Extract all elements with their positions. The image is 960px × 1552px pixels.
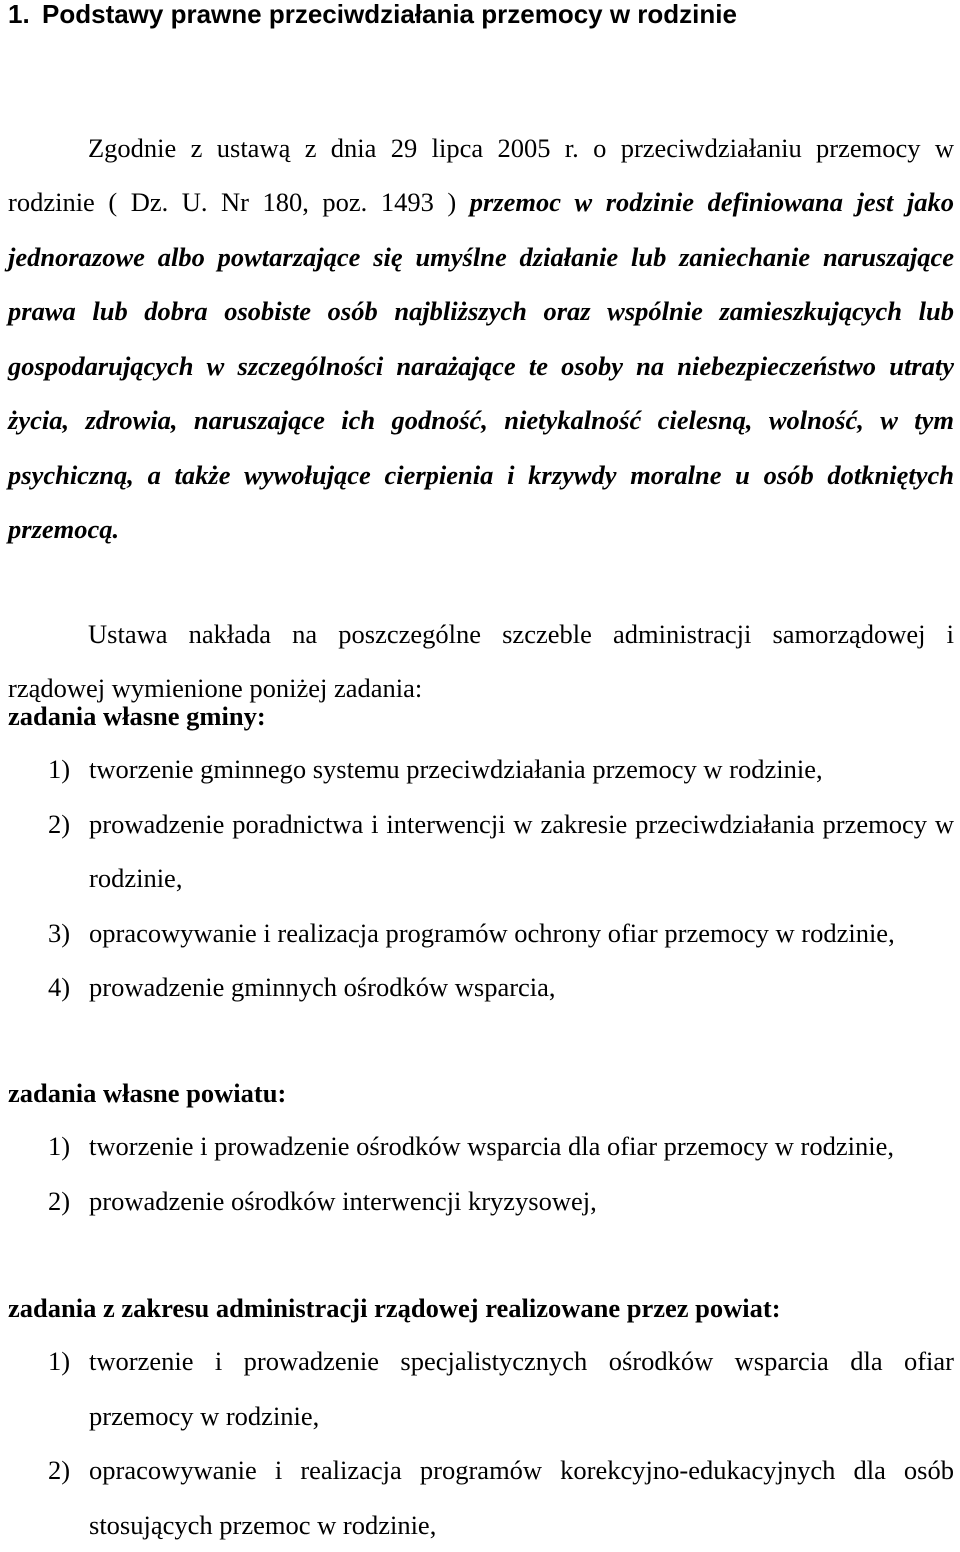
list-item-text: tworzenie i prowadzenie ośrodków wsparcia dla ofiar przemocy w rodzinie, bbox=[89, 1131, 894, 1161]
list-item-text: prowadzenie poradnictwa i interwencji w zakresie przeciwdziałania przemocy w rodzinie, bbox=[89, 808, 954, 893]
municipality-tasks-list bbox=[8, 742, 954, 1015]
list-marker: 2) bbox=[48, 1185, 71, 1216]
section-heading bbox=[8, 0, 958, 32]
municipality-tasks-title: zadania własne gminy: bbox=[8, 701, 266, 731]
list-item-text: prowadzenie ośrodków interwencji kryzysowej, bbox=[89, 1185, 597, 1216]
list-item bbox=[8, 1119, 954, 1174]
list-marker: 1) bbox=[48, 1131, 71, 1161]
government-tasks-list bbox=[8, 1334, 954, 1552]
violence-definition: przemoc w rodzinie definiowana jest jako jednorazowe albo powtarzające się umyślne działanie lub zaniechanie naruszające prawa lub dobra osobiste osób najbliższych oraz wspólnie zamieszkujących lub gospodarujących w szczególności narażające te osoby na niebezpieczeństwo utraty życia, zdrowia, naruszające ich godność, nietykalność cielesną, wolność, w tym psychiczną, a także wywołujące cierpienia i krzywdy moralne u osób dotkniętych przemocą. bbox=[8, 187, 955, 544]
section-title: Podstawy prawne przeciwdziałania przemocy w rodzinie bbox=[42, 0, 737, 29]
list-item-text: tworzenie i prowadzenie specjalistycznych ośrodków wsparcia dla ofiar przemocy w rodzinie, bbox=[89, 1346, 954, 1431]
list-item bbox=[8, 960, 954, 1015]
list-marker: 1) bbox=[48, 1346, 71, 1376]
list-item-text: tworzenie gminnego systemu przeciwdziałania przemocy w rodzinie, bbox=[89, 754, 823, 784]
government-tasks-title: zadania z zakresu administracji rządowej realizowane przez powiat: bbox=[8, 1293, 781, 1323]
list-marker: 4) bbox=[48, 972, 71, 1002]
section-number: 1. bbox=[8, 0, 30, 29]
county-tasks-title: zadania własne powiatu: bbox=[8, 1078, 287, 1108]
list-item bbox=[8, 906, 954, 961]
intro-lead: Zgodnie z ustawą z dnia 29 lipca 2005 r. o przeciwdziałaniu przemocy w rodzinie ( Dz. U. Nr 180, poz. 1493 ) bbox=[8, 132, 954, 217]
list-item bbox=[8, 797, 954, 906]
list-item-text: opracowywanie i realizacja programów korekcyjno-edukacyjnych dla osób stosujących przemoc w rodzinie, bbox=[89, 1455, 954, 1540]
list-marker: 1) bbox=[48, 754, 71, 784]
list-item-text: prowadzenie gminnych ośrodków wsparcia, bbox=[89, 972, 556, 1002]
list-item bbox=[8, 1174, 954, 1229]
statute-text: Ustawa nakłada na poszczególne szczeble administracji samorządowej i rządowej wymienione poniżej zadania: bbox=[8, 618, 954, 703]
list-item bbox=[8, 742, 954, 797]
list-item bbox=[8, 1443, 954, 1552]
list-marker: 3) bbox=[48, 917, 71, 948]
intro-paragraph bbox=[8, 121, 954, 557]
list-marker: 2) bbox=[48, 1455, 71, 1485]
county-tasks-list bbox=[8, 1119, 954, 1228]
list-marker: 2) bbox=[48, 808, 71, 839]
list-item bbox=[8, 1334, 954, 1443]
list-item-text: opracowywanie i realizacja programów ochrony ofiar przemocy w rodzinie, bbox=[89, 917, 895, 948]
